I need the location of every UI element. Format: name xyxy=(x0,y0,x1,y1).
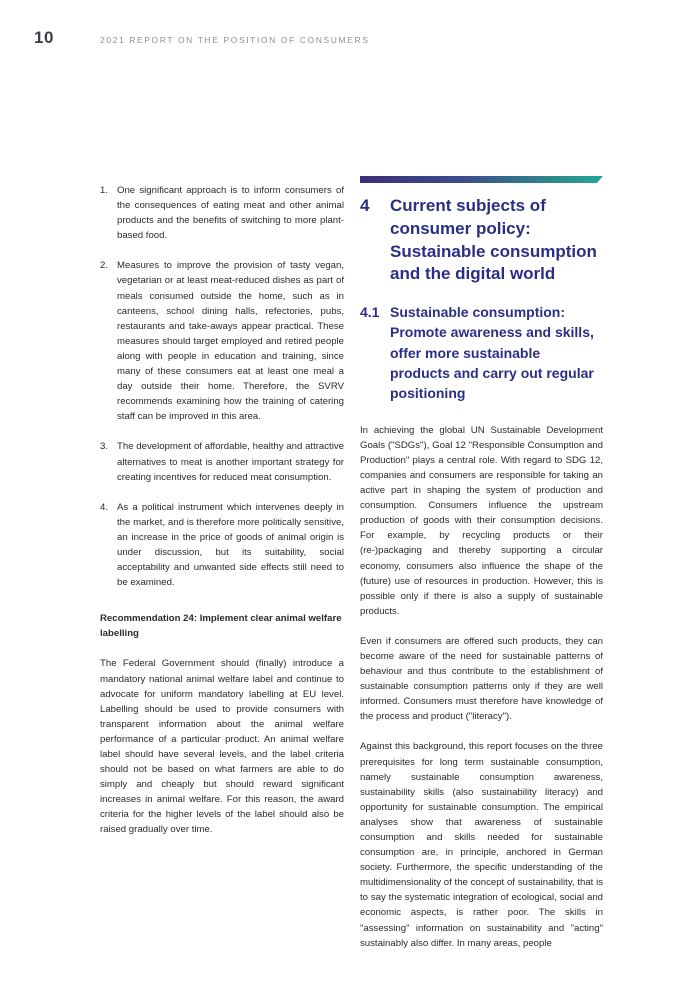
paragraph: In achieving the global UN Sustainable Development Goals ("SDGs"), Goal 12 "Responsible Consumption and Production" plays a central role. With regard to SDG 12, companies and consumers are responsible for taking an active part in shaping the system of production and consumption. Consumers influence the upstream production of goods with their consumption decisions. For example, by recycling products or their (re-)packaging and thereby supporting a circular economy, consumers also influence the shape of the (future) use of resources in production. However, this is possible only if there is also a supply of sustainable products. xyxy=(360,424,603,617)
list-item-text: The development of affordable, healthy and attractive alternatives to meat is another important strategy for creating incentives for reduced meat consumption. xyxy=(117,441,344,483)
list-item-number: 2. xyxy=(100,260,109,272)
list-item-text: As a political instrument which intervenes deeply in the market, and is therefore more politically sensitive, an increase in the price of goods of animal origin is under discussion, but its suitability, social acceptability and unwanted side effects still need to be examined. xyxy=(117,501,344,589)
right-column xyxy=(360,176,603,966)
recommendation-text: The Federal Government should (finally) introduce a mandatory national animal welfare label and continue to advocate for uniform mandatory labelling at EU level. Labelling should be used to provide consumers with transparent information about the animal welfare performance of a particular product. An animal welfare label should have several levels, and the label criteria should not be based on what farmers are able to do simply and cheaply but should reward significant increases in animal welfare. For this reason, the award criteria for the higher levels of the label should also be raised gradually over time. xyxy=(100,658,344,836)
accent-bar xyxy=(360,176,603,183)
chapter-title: Current subjects of consumer policy: Sustainable consumption and the digital world xyxy=(390,196,597,284)
measures-list xyxy=(100,183,344,590)
running-header: 2021 REPORT ON THE POSITION OF CONSUMERS xyxy=(100,35,370,45)
list-item-number: 4. xyxy=(100,501,109,513)
page-number: 10 xyxy=(34,28,54,47)
section-title: Sustainable consumption: Promote awareness and skills, offer more sustainable products and carry out regular positioning xyxy=(390,304,594,402)
paragraph: Even if consumers are offered such products, they can become aware of the need for sustainable patterns of behaviour and thus contribute to the establishment of sustainable consumption patterns only if they are well informed. Consumers must therefore have knowledge of the process and product ("literacy"). xyxy=(360,635,603,723)
section-number: 4.1 xyxy=(360,304,380,321)
chapter-heading xyxy=(360,195,603,286)
list-item xyxy=(100,500,344,591)
paragraph: Against this background, this report focuses on the three prerequisites for long term sustainable consumption, namely sustainable consumption awareness, sustainability skills (also sustainability literacy) and opportunity for sustainable consumption. The empirical analyses show that awareness of sustainable consumption and skills needed for sustainable consumption are, in principle, anchored in German society. Furthermore, the specific understanding of the multidimensionality of the concept of sustainability, that is to say the systematic integration of ecological, social and economic aspects, is rather poor. The skills in "assessing" information on sustainability and "acting" sustainably also differ. In many areas, people xyxy=(360,741,603,949)
list-item-number: 1. xyxy=(100,185,109,196)
list-item-number: 3. xyxy=(100,441,109,453)
list-item xyxy=(100,439,344,484)
chapter-number: 4 xyxy=(360,196,370,215)
list-item-text: One significant approach is to inform consumers of the consequences of eating meat and other animal products and the benefits of switching to more plant-based food. xyxy=(117,185,344,242)
list-item xyxy=(100,258,344,424)
body-text xyxy=(360,423,603,951)
left-column xyxy=(100,183,344,853)
recommendation-heading: Recommendation 24: Implement clear animal welfare labelling xyxy=(100,613,342,640)
list-item xyxy=(100,183,344,243)
section-heading xyxy=(360,302,603,403)
list-item-text: Measures to improve the provision of tasty vegan, vegetarian or at least meat-reduced dishes as part of meals consumed outside the home, such as in canteens, school dining halls, refectories, pubs, restaurants and take-aways appear practical. These measures should target employed and retired people along with people in education and training, since many of these consumers eat at least one meal a day outside their home. Therefore, the SVRV recommends examining how the training of catering staff can be improved in this area. xyxy=(117,260,344,423)
